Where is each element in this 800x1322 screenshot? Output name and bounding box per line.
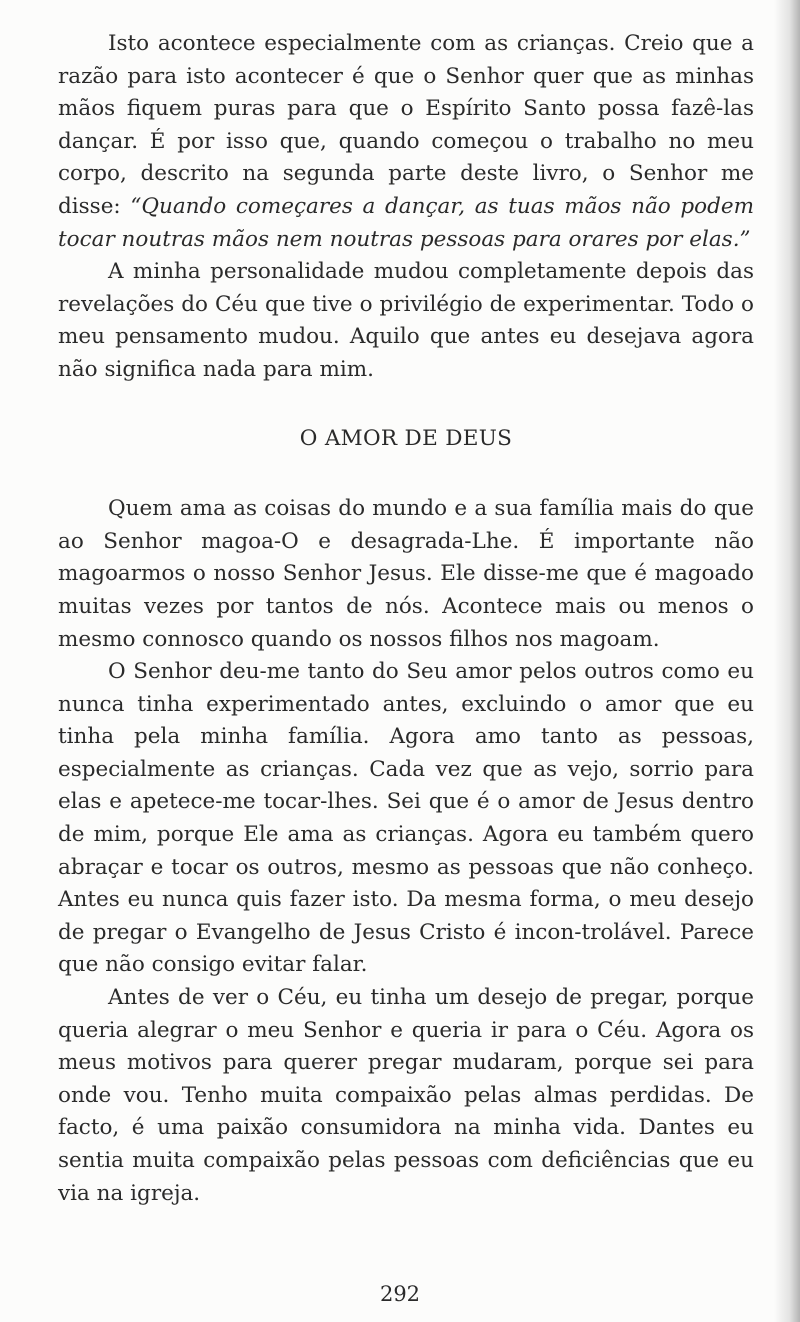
- paragraph-5: Antes de ver o Céu, eu tinha um desejo de pregar, porque queria alegrar o meu Senhor e queria ir para o Céu. Agora os meus motivos para querer pregar mudaram, porque sei para onde vou. Tenho muita compaixão pelas almas perdidas. De facto, é uma paixão consumidora na minha vida. Dantes eu sentia muita compaixão pelas pessoas com deficiências que eu via na igreja.: [58, 985, 754, 1206]
- paragraph-2: A minha personalidade mudou completamente depois das revelações do Céu que tive o privilégio de experimentar. Todo o meu pensamento mudou. Aquilo que antes eu desejava agora não significa nada para mim.: [58, 259, 754, 382]
- page-edge-shadow: [774, 0, 800, 1322]
- paragraph-1-text: Isto acontece especialmente com as crianças. Creio que a razão para isto acontecer é que o Senhor quer que as minhas mãos fiquem puras para que o Espírito Santo possa fazê-las dançar. É por isso que, quando começou o trabalho no meu corpo, descrito na segunda parte deste livro, o Senhor me disse:: [58, 31, 754, 219]
- section-heading: O AMOR DE DEUS: [299, 425, 513, 451]
- paragraph-3: Quem ama as coisas do mundo e a sua família mais do que ao Senhor magoa-O e desagrada-Lhe. É importante não magoarmos o nosso Senhor Jesus. Ele disse-me que é magoado muitas vezes por tantos de nós. Acontece mais ou menos o mesmo connosco quando os nossos filhos nos magoam.: [58, 496, 754, 652]
- body-text: [58, 28, 754, 1210]
- page-number: 292: [379, 1282, 421, 1306]
- paragraph-4: O Senhor deu-me tanto do Seu amor pelos outros como eu nunca tinha experimentado antes, excluindo o amor que eu tinha pela minha família. Agora amo tanto as pessoas, especialmente as crianças. Cada vez que as vejo, sorrio para elas e apetece-me tocar-lhes. Sei que é o amor de Jesus dentro de mim, porque Ele ama as crianças. Agora eu também quero abraçar e tocar os outros, mesmo as pessoas que não conheço. Antes eu nunca quis fazer isto. Da mesma forma, o meu desejo de pregar o Evangelho de Jesus Cristo é incon-trolável. Parece que não consigo evitar falar.: [58, 659, 754, 978]
- paragraph-1: [58, 28, 754, 256]
- paragraph-1-quote: “Quando começares a dançar, as tuas mãos não podem tocar noutras mãos nem noutras pessoas para orares por elas.”: [58, 193, 755, 252]
